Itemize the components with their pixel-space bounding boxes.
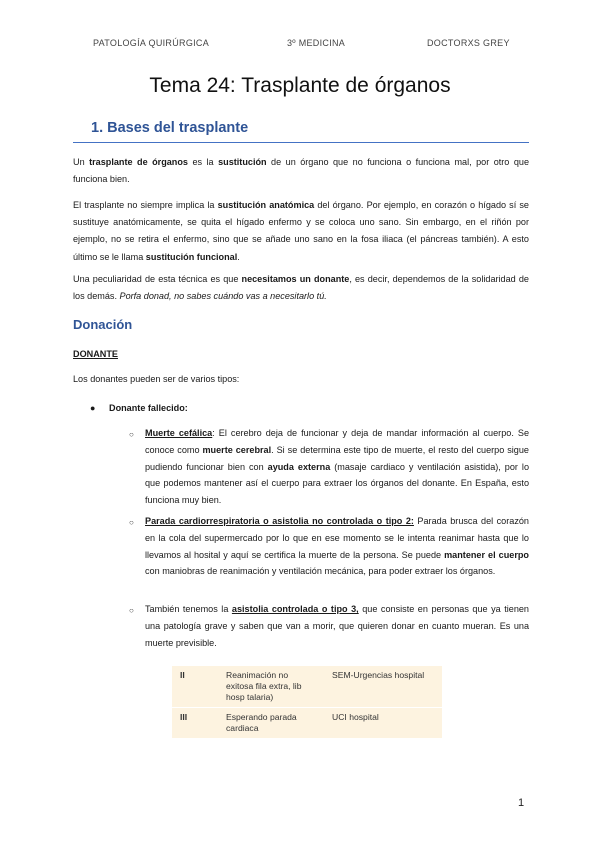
table-cell: III xyxy=(172,708,218,739)
paragraph-donante: Una peculiaridad de esta técnica es que necesitamos un donante, es decir, dependemos de la solidaridad de los demás. Porfa donad, no sabes cuándo vas a necesitarlo tú. xyxy=(73,274,529,302)
table-cell: Reanimación no exitosa fila extra, lib hosp talaria) xyxy=(218,666,324,708)
page-number: 1 xyxy=(518,797,525,809)
section-heading-donacion: Donación xyxy=(73,317,133,332)
header-left: PATOLOGÍA QUIRÚRGICA xyxy=(93,38,210,48)
table-cell: Esperando parada cardiaca xyxy=(218,708,324,739)
table-cell: II xyxy=(172,666,218,708)
paragraph-tipos: Los donantes pueden ser de varios tipos: xyxy=(73,374,240,384)
header-right: DOCTORXS GREY xyxy=(427,38,510,48)
table-row xyxy=(172,708,442,739)
table-cell: UCI hospital xyxy=(324,708,442,739)
paragraph-definition: Un trasplante de órganos es la sustitución de un órgano que no funciona o funciona mal, por otro que funciona bien. xyxy=(73,157,530,185)
heading-rule xyxy=(73,142,529,143)
bullet-label-fallecido: Donante fallecido: xyxy=(109,403,188,413)
subheading-donante: DONANTE xyxy=(73,349,118,359)
paragraph-sustitucion: El trasplante no siempre implica la sustitución anatómica del órgano. Por ejemplo, en corazón o hígado sí se sustituye anatómicamente, se quita el hígado enfermo y se coloca uno sano. Sin embargo, en el riñón por ejemplo, no se retira el enfermo, sino que se añade uno sano en la fosa iliaca (el páncreas también). A esto último se le llama sustitución funcional. xyxy=(73,200,529,262)
table-row xyxy=(172,666,442,708)
donor-type-table xyxy=(172,666,442,739)
circle-bullet-icon: ○ xyxy=(129,518,134,527)
circle-bullet-icon: ○ xyxy=(129,430,134,439)
page-title: Tema 24: Trasplante de órganos xyxy=(149,74,451,97)
list-item-parada-tipo2: Parada cardiorrespiratoria o asistolia no controlada o tipo 2: Parada brusca del corazón en la cola del supermercado por lo que en ese momento se le intenta reanimar hasta que lo llevamos al hosital y aquí se certifica la muerte de la persona. Se puede mantener el cuerpo con maniobras de reanimación y ventilación mecánica, para poder extraer los órganos. xyxy=(145,516,529,577)
table-cell: SEM-Urgencias hospital xyxy=(324,666,442,708)
list-item-asistolia-tipo3: También tenemos la asistolia controlada o tipo 3, que consiste en personas que ya tienen una patología grave y saben que van a morir, que quieren donar en cuanto mueran. Es una muerte previsible. xyxy=(145,604,529,648)
header-center: 3º MEDICINA xyxy=(287,38,346,48)
bullet-icon: ● xyxy=(90,403,96,413)
section-heading-bases: 1. Bases del trasplante xyxy=(91,120,249,136)
circle-bullet-icon: ○ xyxy=(129,606,134,615)
list-item-muerte-cefalica: Muerte cefálica: El cerebro deja de funcionar y deja de mandar información al cuerpo. Se conoce como muerte cerebral. Si se determina este tipo de muerte, el resto del cuerpo sigue pudiendo funcionar bien con ayuda externa (masaje cardiaco y ventilación asistida), por lo que podemos mantener así el cuerpo para extraer los órganos del donante. En España, esto funciona muy bien. xyxy=(145,428,530,506)
